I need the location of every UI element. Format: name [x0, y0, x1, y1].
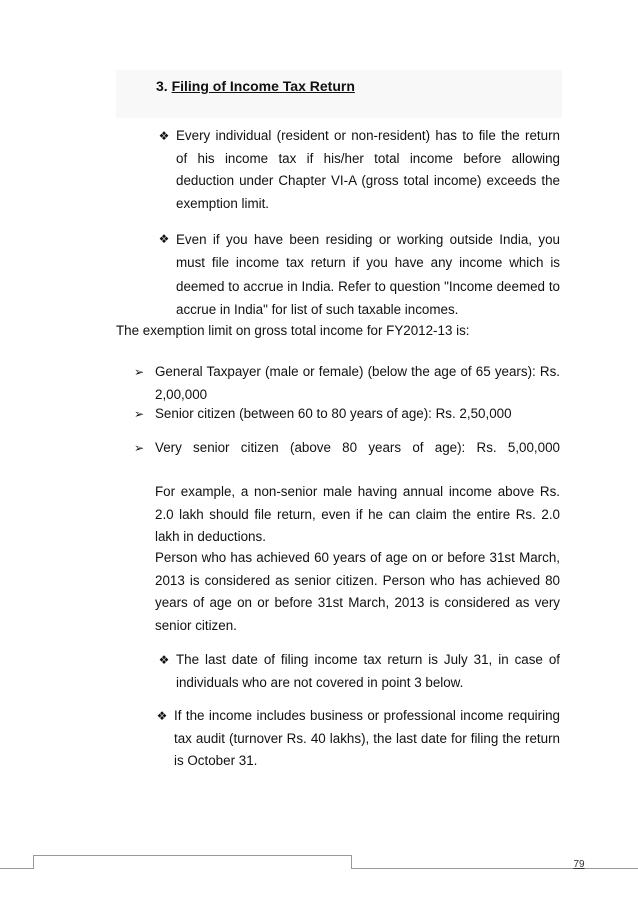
- page-number: 79: [573, 859, 585, 870]
- diamond-bullet-icon: ❖: [158, 232, 170, 246]
- arrow-bullet-icon: ➢: [133, 407, 145, 421]
- section-number: 3.: [156, 78, 168, 94]
- section-title: Filing of Income Tax Return: [171, 78, 355, 94]
- arrow-bullet-icon: ➢: [133, 441, 145, 455]
- diamond-bullet-icon: ❖: [158, 129, 170, 143]
- footer-rule-left-riser: [33, 855, 34, 869]
- due-date-point-2: If the income includes business or professional income requiring tax audit (turnover Rs. 40 lakhs), the last date for filing the return is October 31.: [174, 708, 560, 768]
- limit-general: General Taxpayer (male or female) (below the age of 65 years): Rs. 2,00,000: [155, 364, 560, 402]
- exemption-intro: The exemption limit on gross total income for FY2012-13 is:: [116, 323, 470, 338]
- example-paragraph: For example, a non-senior male having annual income above Rs. 2.0 lakh should file return, even if he can claim the entire Rs. 2.0 lakh in deductions.: [155, 484, 560, 544]
- senior-definition-paragraph: Person who has achieved 60 years of age on or before 31st March, 2013 is considered as senior citizen. Person who has achieved 80 years of age on or before 31st March, 2013 is considered as very senior citizen.: [155, 550, 560, 633]
- arrow-bullet-icon: ➢: [133, 365, 145, 379]
- limit-very-senior: Very senior citizen (above 80 years of age): Rs. 5,00,000: [155, 440, 560, 455]
- diamond-bullet-icon: ❖: [156, 709, 168, 723]
- diamond-point-1: Every individual (resident or non-resident) has to file the return of his income tax if his/her total income before allowing deduction under Chapter VI-A (gross total income) exceeds the exemption limit.: [176, 128, 560, 211]
- footer-rule-right-riser: [351, 855, 352, 869]
- footer-rule-left: [0, 868, 33, 869]
- footer-rule-right: [351, 868, 638, 869]
- footer-rule-top: [33, 855, 351, 856]
- diamond-bullet-icon: ❖: [158, 653, 170, 667]
- diamond-point-2: Even if you have been residing or working outside India, you must file income tax return if you have any income which is deemed to accrue in India. Refer to question "Income deemed to accrue in India" for list of such taxable incomes.: [176, 232, 560, 317]
- due-date-point-1: The last date of filing income tax return is July 31, in case of individuals who are not covered in point 3 below.: [176, 652, 560, 690]
- section-heading: [156, 78, 355, 94]
- limit-senior: Senior citizen (between 60 to 80 years of age): Rs. 2,50,000: [155, 406, 512, 421]
